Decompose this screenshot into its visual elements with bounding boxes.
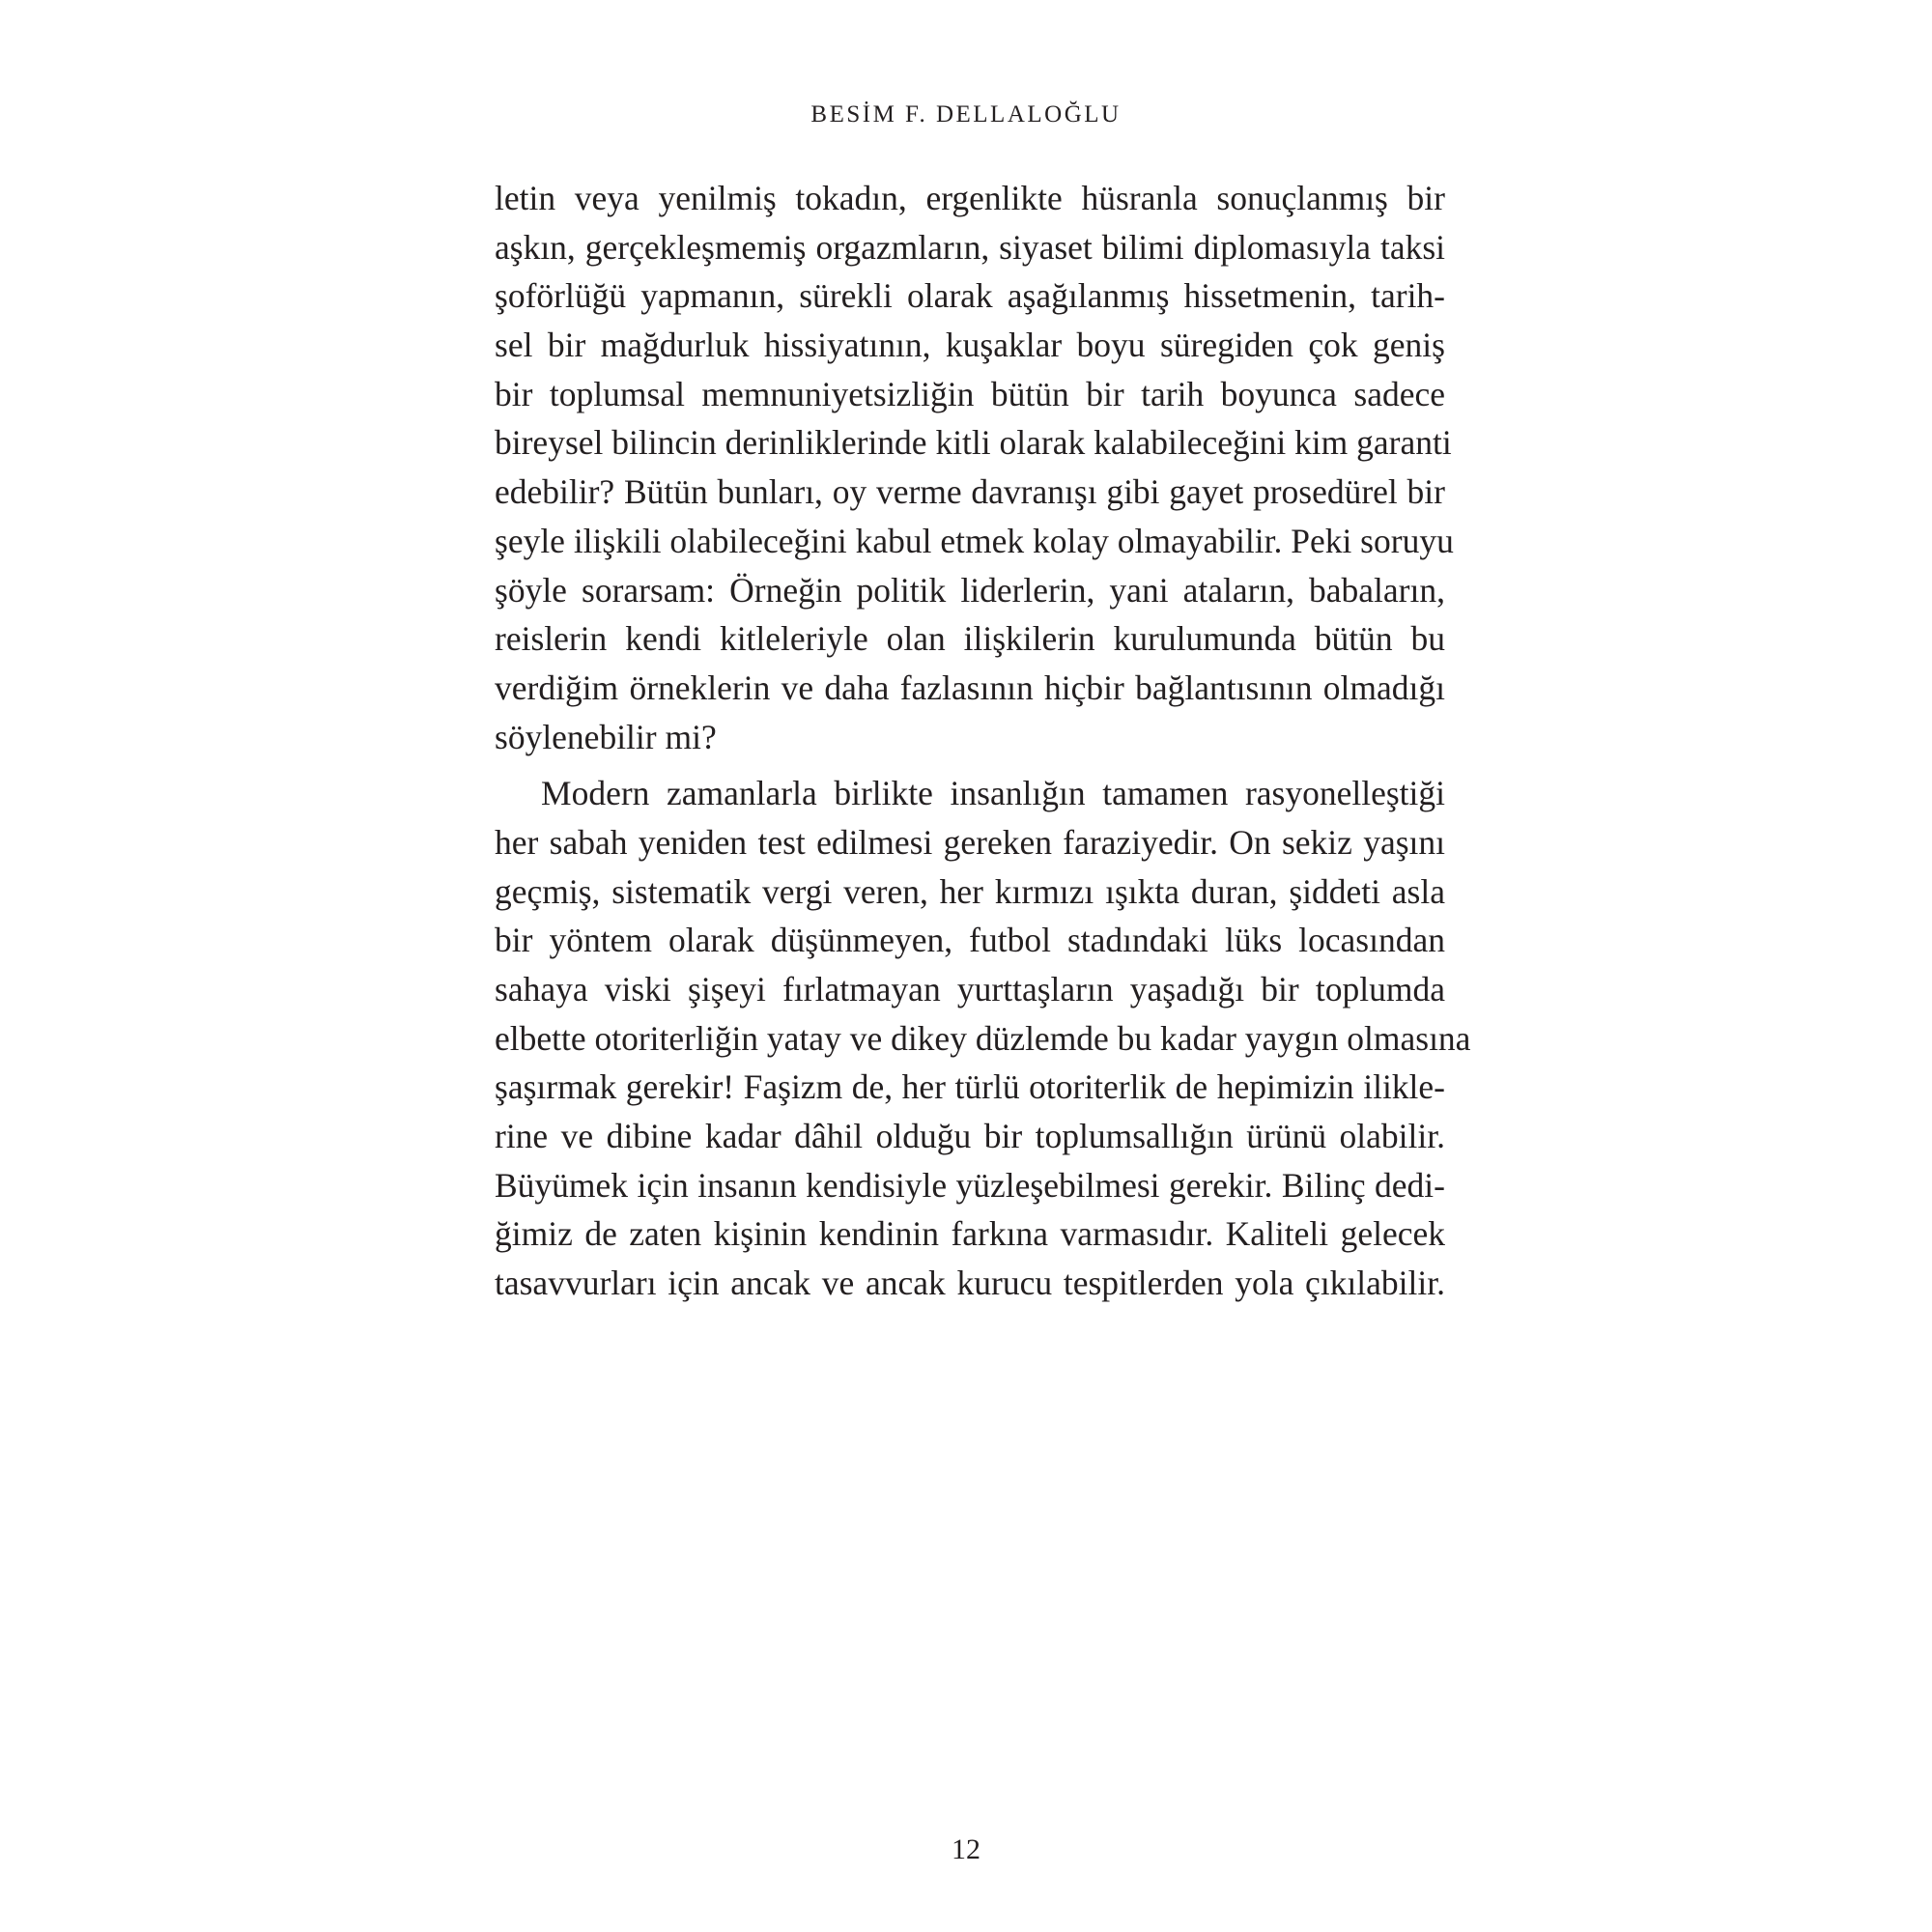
text-line: aşkın, gerçekleşmemiş orgazmların, siyaset bilimi diplomasıyla taksi: [495, 227, 1445, 267]
body-text: [495, 174, 1471, 1308]
text-line: bir toplumsal memnuniyetsizliğin bütün bir tarih boyunca sadece: [495, 374, 1445, 413]
paragraph-2: [495, 769, 1471, 1308]
paragraph-spacer: [495, 761, 1445, 769]
text-line: her sabah yeniden test edilmesi gereken faraziyedir. On sekiz yaşını: [495, 822, 1445, 862]
text-line: tasavvurları için ancak ve ancak kurucu tespitlerden yola çıkılabilir.: [495, 1264, 1445, 1303]
text-line: ğimiz de zaten kişinin kendinin farkına varmasıdır. Kaliteli gelecek: [495, 1214, 1445, 1254]
page-number: 12: [952, 1833, 980, 1865]
text-line: geçmiş, sistematik vergi veren, her kırmızı ışıkta duran, şiddeti asla: [495, 871, 1445, 911]
text-line: şaşırmak gerekir! Faşizm de, her türlü otoriterlik de hepimizin ilikle-: [495, 1067, 1445, 1107]
paragraph-1: [495, 174, 1454, 761]
text-line: bireysel bilincin derinliklerinde kitli olarak kalabileceğini kim garanti: [495, 423, 1452, 463]
text-line: Modern zamanlarla birlikte insanlığın tamamen rasyonelleştiği: [541, 774, 1445, 813]
text-line: letin veya yenilmiş tokadın, ergenlikte hüsranla sonuçlanmış bir: [495, 179, 1445, 217]
text-line: şeyle ilişkili olabileceğini kabul etmek kolay olmayabilir. Peki soruyu: [495, 521, 1454, 560]
text-line: şoförlüğü yapmanın, sürekli olarak aşağılanmış hissetmenin, tarih-: [495, 276, 1445, 316]
text-line: verdiğim örneklerin ve daha fazlasının hiçbir bağlantısının olmadığı: [495, 668, 1445, 707]
text-line: rine ve dibine kadar dâhil olduğu bir toplumsallığın ürünü olabilir.: [495, 1117, 1445, 1156]
text-line: elbette otoriterliğin yatay ve dikey düzlemde bu kadar yaygın olmasına: [495, 1018, 1471, 1058]
text-line: söylenebilir mi?: [495, 717, 717, 756]
running-head: BESİM F. DELLALOĞLU: [810, 101, 1122, 128]
text-line: bir yöntem olarak düşünmeyen, futbol stadındaki lüks locasından: [495, 921, 1445, 960]
text-line: edebilir? Bütün bunları, oy verme davranışı gibi gayet prosedürel bir: [495, 472, 1445, 512]
text-line: Büyümek için insanın kendisiyle yüzleşebilmesi gerekir. Bilinç dedi-: [495, 1165, 1445, 1205]
text-line: sahaya viski şişeyi fırlatmayan yurttaşların yaşadığı bir toplumda: [495, 970, 1445, 1009]
text-line: sel bir mağdurluk hissiyatının, kuşaklar boyu süregiden çok geniş: [495, 326, 1445, 365]
text-line: reislerin kendi kitleleriyle olan ilişkilerin kurulumunda bütün bu: [495, 619, 1445, 659]
text-line: şöyle sorarsam: Örneğin politik liderlerin, yani ataların, babaların,: [495, 570, 1445, 610]
